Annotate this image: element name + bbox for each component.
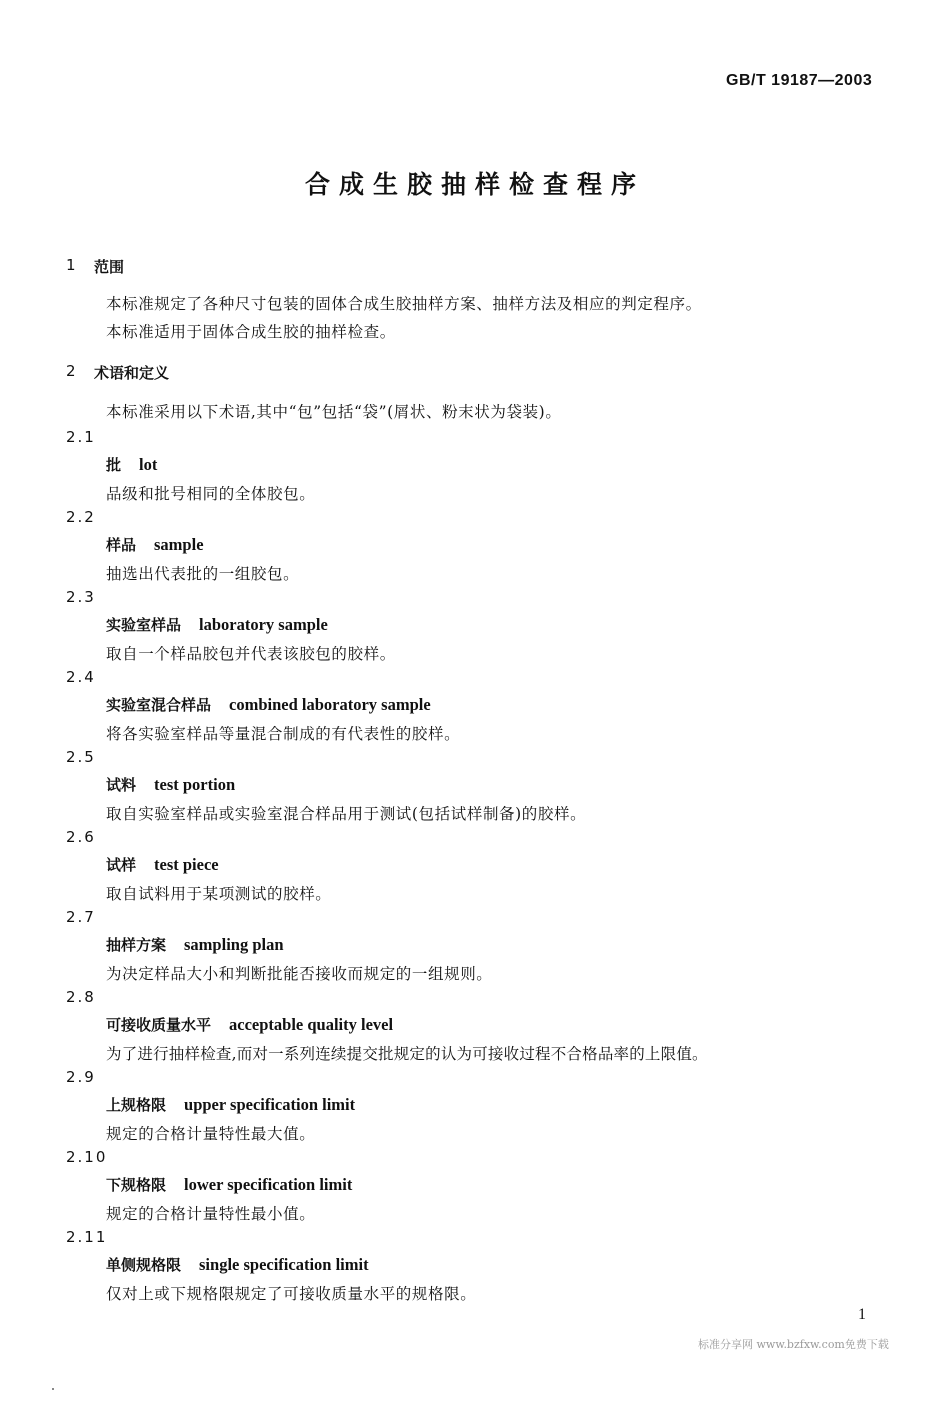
term-english: laboratory sample [199,615,328,634]
term-heading [106,694,431,715]
standard-code: GB/T 19187—2003 [726,72,873,89]
term-definition: 取自一个样品胶包并代表该胶包的胶样。 [106,645,396,663]
term-number: 2.3 [66,588,96,606]
term-english: single specification limit [199,1255,369,1274]
term-english: lot [139,455,158,474]
term-number: 2.6 [66,828,96,846]
term-number: 2.11 [66,1228,108,1246]
section-1-paragraph: 本标准规定了各种尺寸包装的固体合成生胶抽样方案、抽样方法及相应的判定程序。 [106,295,702,313]
page-number: 1 [858,1306,866,1323]
term-heading [106,1174,352,1195]
term-number: 2.1 [66,428,96,446]
term-number: 2.8 [66,988,96,1006]
term-english: test portion [154,775,236,794]
term-definition: 规定的合格计量特性最大值。 [106,1125,316,1143]
section-2-intro: 本标准采用以下术语,其中“包”包括“袋”(屑状、粉末状为袋装)。 [106,403,562,421]
term-chinese: 下规格限 [106,1176,167,1194]
term-definition: 为了进行抽样检查,而对一系列连续提交批规定的认为可接收过程不合格品率的上限值。 [106,1045,708,1063]
scan-speck [52,1388,54,1390]
term-chinese: 样品 [106,536,137,554]
section-2-number: 2 [66,362,76,380]
section-1-number: 1 [66,256,76,274]
term-definition: 规定的合格计量特性最小值。 [106,1205,316,1223]
term-definition: 取自实验室样品或实验室混合样品用于测试(包括试样制备)的胶样。 [106,805,587,823]
term-english: combined laboratory sample [229,695,431,714]
term-chinese: 试料 [106,776,137,794]
term-definition: 取自试料用于某项测试的胶样。 [106,885,332,903]
term-english: upper specification limit [184,1095,356,1114]
document-title: 合成生胶抽样检查程序 [304,170,645,199]
term-heading [106,1094,355,1115]
term-chinese: 单侧规格限 [106,1256,182,1274]
section-1-paragraph: 本标准适用于固体合成生胶的抽样检查。 [106,323,396,341]
term-heading [106,614,328,635]
term-english: acceptable quality level [229,1015,394,1034]
term-definition: 仅对上或下规格限规定了可接收质量水平的规格限。 [106,1285,477,1303]
site-watermark: 标准分享网 www.bzfxw.com免费下载 [698,1338,889,1351]
term-number: 2.7 [66,908,96,926]
term-english: sample [154,535,204,554]
section-2-title: 术语和定义 [94,364,170,382]
term-heading [106,854,219,875]
term-number: 2.9 [66,1068,96,1086]
section-1-title: 范围 [94,258,125,276]
term-number: 2.5 [66,748,96,766]
term-chinese: 批 [106,456,122,474]
term-heading [106,534,204,555]
term-number: 2.10 [66,1148,108,1166]
term-heading [106,1014,393,1035]
term-chinese: 抽样方案 [106,936,167,954]
term-definition: 将各实验室样品等量混合制成的有代表性的胶样。 [106,725,461,743]
term-heading [106,1254,369,1275]
term-english: lower specification limit [184,1175,353,1194]
term-chinese: 试样 [106,856,137,874]
term-definition: 为决定样品大小和判断批能否接收而规定的一组规则。 [106,965,493,983]
term-number: 2.2 [66,508,96,526]
term-heading [106,934,284,955]
term-number: 2.4 [66,668,96,686]
term-chinese: 上规格限 [106,1096,167,1114]
term-heading [106,454,157,475]
term-english: test piece [154,855,219,874]
term-definition: 品级和批号相同的全体胶包。 [106,485,316,503]
term-chinese: 实验室混合样品 [106,696,212,714]
term-chinese: 可接收质量水平 [106,1016,212,1034]
term-chinese: 实验室样品 [106,616,182,634]
term-definition: 抽选出代表批的一组胶包。 [106,565,300,583]
term-english: sampling plan [184,935,284,954]
term-heading [106,774,235,795]
